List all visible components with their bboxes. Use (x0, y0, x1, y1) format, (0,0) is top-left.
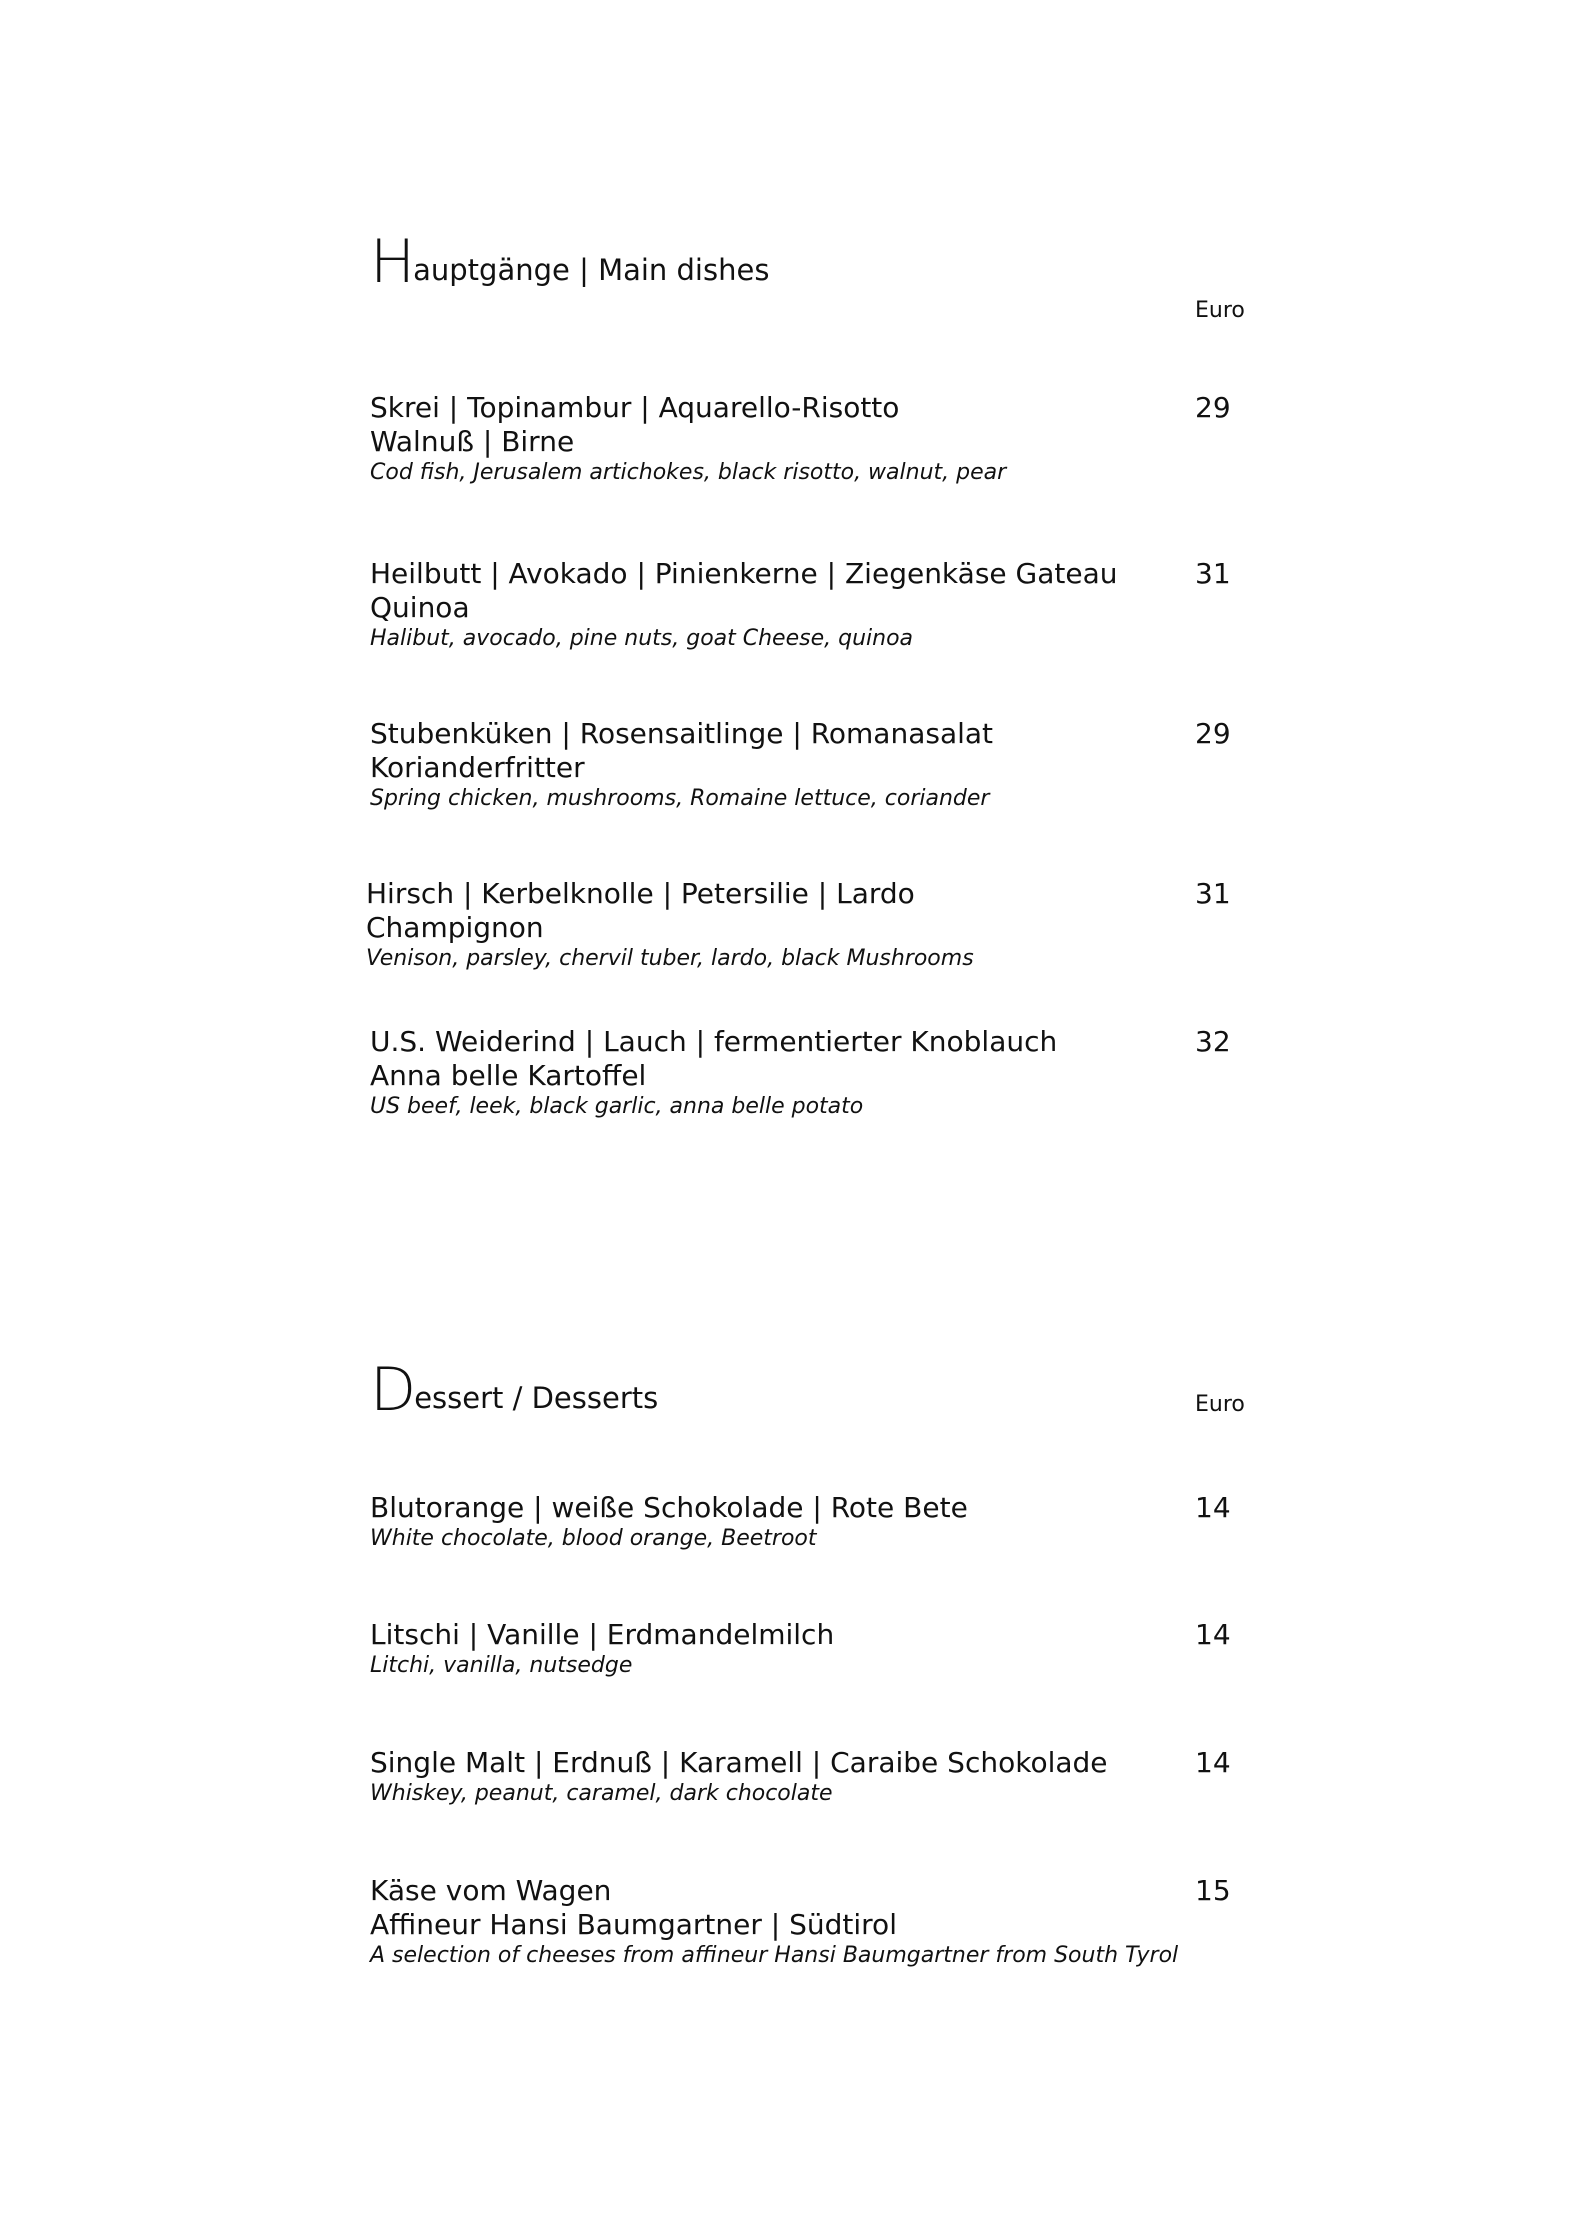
dessert-price: 14 (1195, 1618, 1231, 1651)
dessert-description: White chocolate, blood orange, Beetroot (370, 1526, 817, 1551)
dish-name-line2: Walnuß | Birne (370, 425, 575, 458)
dessert-item (370, 1618, 1370, 1680)
dessert-currency-label: Euro (1195, 1392, 1245, 1417)
dish-description: Halibut, avocado, pine nuts, goat Cheese, quinoa (370, 626, 914, 651)
dish-price: 31 (1195, 557, 1231, 590)
main-title-text: auptgänge | Main dishes (413, 253, 770, 287)
dessert-description: A selection of cheeses from affineur Hansi Baumgartner from South Tyrol (370, 1943, 1179, 1968)
main-dish-item (370, 391, 1370, 487)
main-dish-item (366, 877, 1366, 973)
dessert-description: Whiskey, peanut, caramel, dark chocolate (370, 1781, 833, 1806)
dish-description: Venison, parsley, chervil tuber, lardo, black Mushrooms (366, 946, 974, 971)
main-section-title (370, 227, 770, 297)
dessert-item (370, 1491, 1370, 1553)
dish-name-line2: Quinoa (370, 591, 470, 624)
dessert-section-title (370, 1355, 659, 1425)
dish-price: 29 (1195, 717, 1231, 750)
dish-price: 32 (1195, 1025, 1231, 1058)
main-dish-item (370, 1025, 1370, 1121)
dish-name-line1: Heilbutt | Avokado | Pinienkerne | Ziegenkäse Gateau (370, 557, 1118, 590)
main-currency-label: Euro (1195, 298, 1245, 323)
dessert-item (370, 1746, 1370, 1808)
dish-description: Spring chicken, mushrooms, Romaine lettuce, coriander (370, 786, 990, 811)
dessert-name-line1: Käse vom Wagen (370, 1874, 612, 1907)
dish-price: 31 (1195, 877, 1231, 910)
dessert-name-line1: Litschi | Vanille | Erdmandelmilch (370, 1618, 835, 1651)
dessert-price: 15 (1195, 1874, 1231, 1907)
dessert-price: 14 (1195, 1491, 1231, 1524)
dessert-name-line2: Affineur Hansi Baumgartner | Südtirol (370, 1908, 897, 1941)
dessert-title-initial: D (370, 1355, 415, 1425)
dish-name-line1: Hirsch | Kerbelknolle | Petersilie | Lardo (366, 877, 915, 910)
dessert-name-line1: Blutorange | weiße Schokolade | Rote Bete (370, 1491, 968, 1524)
dish-name-line1: Stubenküken | Rosensaitlinge | Romanasalat (370, 717, 994, 750)
main-dish-item (370, 717, 1370, 813)
dish-name-line1: Skrei | Topinambur | Aquarello-Risotto (370, 391, 900, 424)
dessert-description: Litchi, vanilla, nutsedge (370, 1653, 633, 1678)
dessert-price: 14 (1195, 1746, 1231, 1779)
dish-name-line1: U.S. Weiderind | Lauch | fermentierter Knoblauch (370, 1025, 1058, 1058)
dish-description: US beef, leek, black garlic, anna belle potato (370, 1094, 864, 1119)
dish-description: Cod fish, Jerusalem artichokes, black risotto, walnut, pear (370, 460, 1007, 485)
dish-name-line2: Anna belle Kartoffel (370, 1059, 647, 1092)
dish-name-line2: Korianderfritter (370, 751, 585, 784)
dessert-title-text: essert / Desserts (414, 1381, 659, 1415)
dish-price: 29 (1195, 391, 1231, 424)
main-title-initial: H (370, 227, 414, 297)
dish-name-line2: Champignon (366, 911, 544, 944)
dessert-item (370, 1874, 1370, 1970)
dessert-name-line1: Single Malt | Erdnuß | Karamell | Caraibe Schokolade (370, 1746, 1108, 1779)
main-dish-item (370, 557, 1370, 653)
